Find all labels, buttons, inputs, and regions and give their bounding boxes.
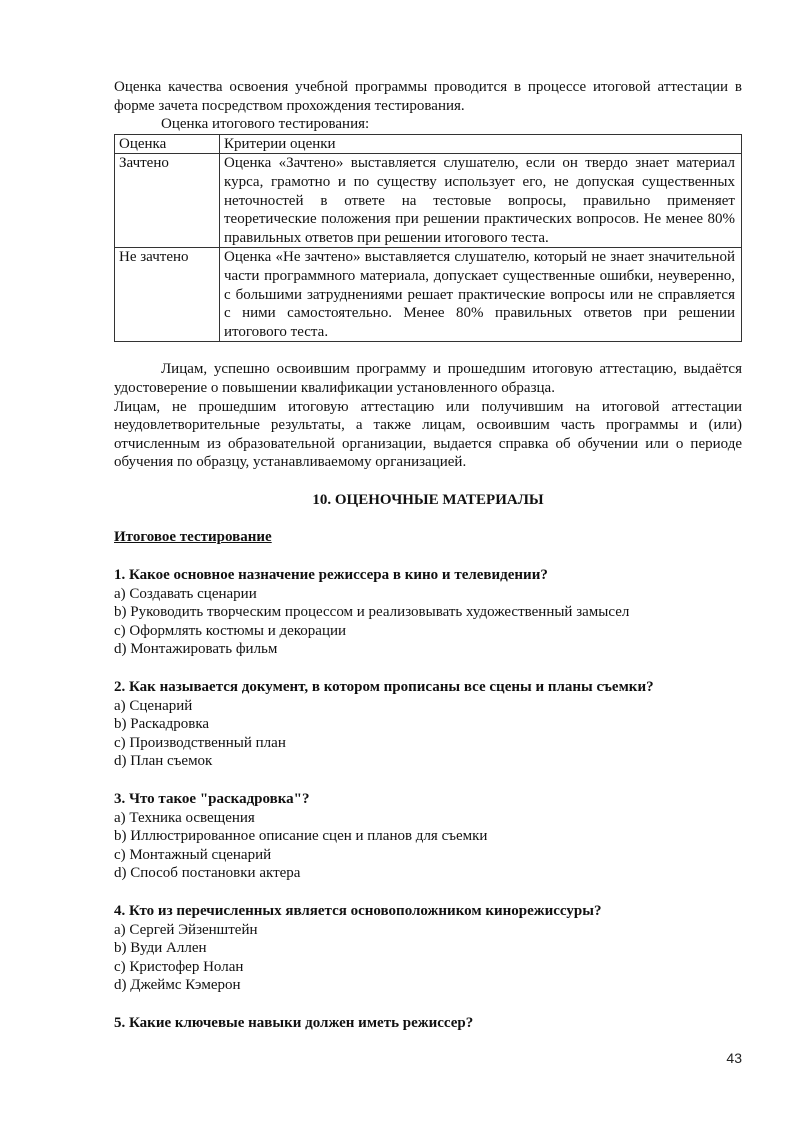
section-title: 10. ОЦЕНОЧНЫЕ МАТЕРИАЛЫ: [312, 491, 544, 508]
table-caption: Оценка итогового тестирования:: [161, 116, 370, 133]
table-row: [115, 154, 742, 248]
criteria-cell: Оценка «Зачтено» выставляется слушателю, если он твердо знает материал курса, грамотно и по существу использует его, не допуская существенных неточностей в ответе на тестовые вопросы, правильно применяет теоретические положения при решении практических вопросов. Не менее 80% правильных ответов при решении итогового теста.: [220, 154, 742, 248]
question-block: [114, 790, 742, 883]
question-block: [114, 566, 742, 659]
answer-option: c) Кристофер Нолан: [114, 958, 244, 975]
answer-option: d) Способ постановки актера: [114, 865, 301, 882]
answer-option: a) Сценарий: [114, 697, 193, 714]
answer-option: c) Монтажный сценарий: [114, 846, 272, 863]
table-row: [115, 248, 742, 342]
criteria-cell: Оценка «Не зачтено» выставляется слушателю, который не знает значительной части программного материала, допускает существенные ошибки, неуверенно, с большими затруднениями решает практические вопросы или не справляется с ними самостоятельно. Менее 80% правильных ответов при решении итогового теста.: [220, 248, 742, 342]
grade-cell: Не зачтено: [115, 248, 220, 342]
question-text: 2. Как называется документ, в котором прописаны все сцены и планы съемки?: [114, 679, 654, 696]
grade-cell: Зачтено: [115, 154, 220, 248]
question-text: 1. Какое основное назначение режиссера в кино и телевидении?: [114, 567, 548, 584]
reference-paragraph: Лицам, не прошедшим итоговую аттестацию или получившим на итоговой аттестации неудовлетворительные результаты, а также лицам, освоившим часть программы и (или) отчисленным из образовательной организации, выдается справка об обучении или о периоде обучения по образцу, устанавливаемому организацией.: [114, 398, 742, 471]
answer-option: b) Вуди Аллен: [114, 940, 207, 957]
question-text: 3. Что такое "раскадровка"?: [114, 791, 310, 807]
answer-option: c) Оформлять костюмы и декорации: [114, 622, 347, 639]
question-block: [114, 1014, 742, 1033]
grading-criteria-table: [114, 134, 742, 343]
question-block: [114, 678, 742, 771]
answer-option: b) Раскадровка: [114, 716, 210, 733]
answer-option: a) Сергей Эйзенштейн: [114, 921, 258, 938]
answer-option: a) Создавать сценарии: [114, 585, 257, 602]
answer-option: d) План съемок: [114, 753, 213, 770]
intro-paragraph: Оценка качества освоения учебной программы проводится в процессе итоговой аттестации в форме зачета посредством прохождения тестирования.: [114, 79, 742, 114]
table-header-criteria: Критерии оценки: [220, 134, 742, 154]
question-block: [114, 902, 742, 995]
page-number: 43: [726, 1050, 742, 1066]
answer-option: c) Производственный план: [114, 734, 286, 751]
answer-option: a) Техника освещения: [114, 809, 255, 826]
answer-option: b) Руководить творческим процессом и реализовывать художественный замысел: [114, 604, 630, 621]
table-header-row: [115, 134, 742, 154]
certificate-paragraph: Лицам, успешно освоившим программу и прошедшим итоговую аттестацию, выдаётся удостоверение о повышении квалификации установленного образца.: [114, 361, 742, 396]
subsection-title: Итоговое тестирование: [114, 529, 272, 546]
answer-option: b) Иллюстрированное описание сцен и планов для съемки: [114, 828, 488, 845]
document-page: [114, 78, 742, 1033]
question-text: 4. Кто из перечисленных является основоположником кинорежиссуры?: [114, 902, 602, 919]
table-header-grade: Оценка: [115, 134, 220, 154]
question-text: 5. Какие ключевые навыки должен иметь режиссер?: [114, 1014, 474, 1031]
answer-option: d) Монтажировать фильм: [114, 641, 278, 658]
answer-option: d) Джеймс Кэмерон: [114, 977, 241, 994]
